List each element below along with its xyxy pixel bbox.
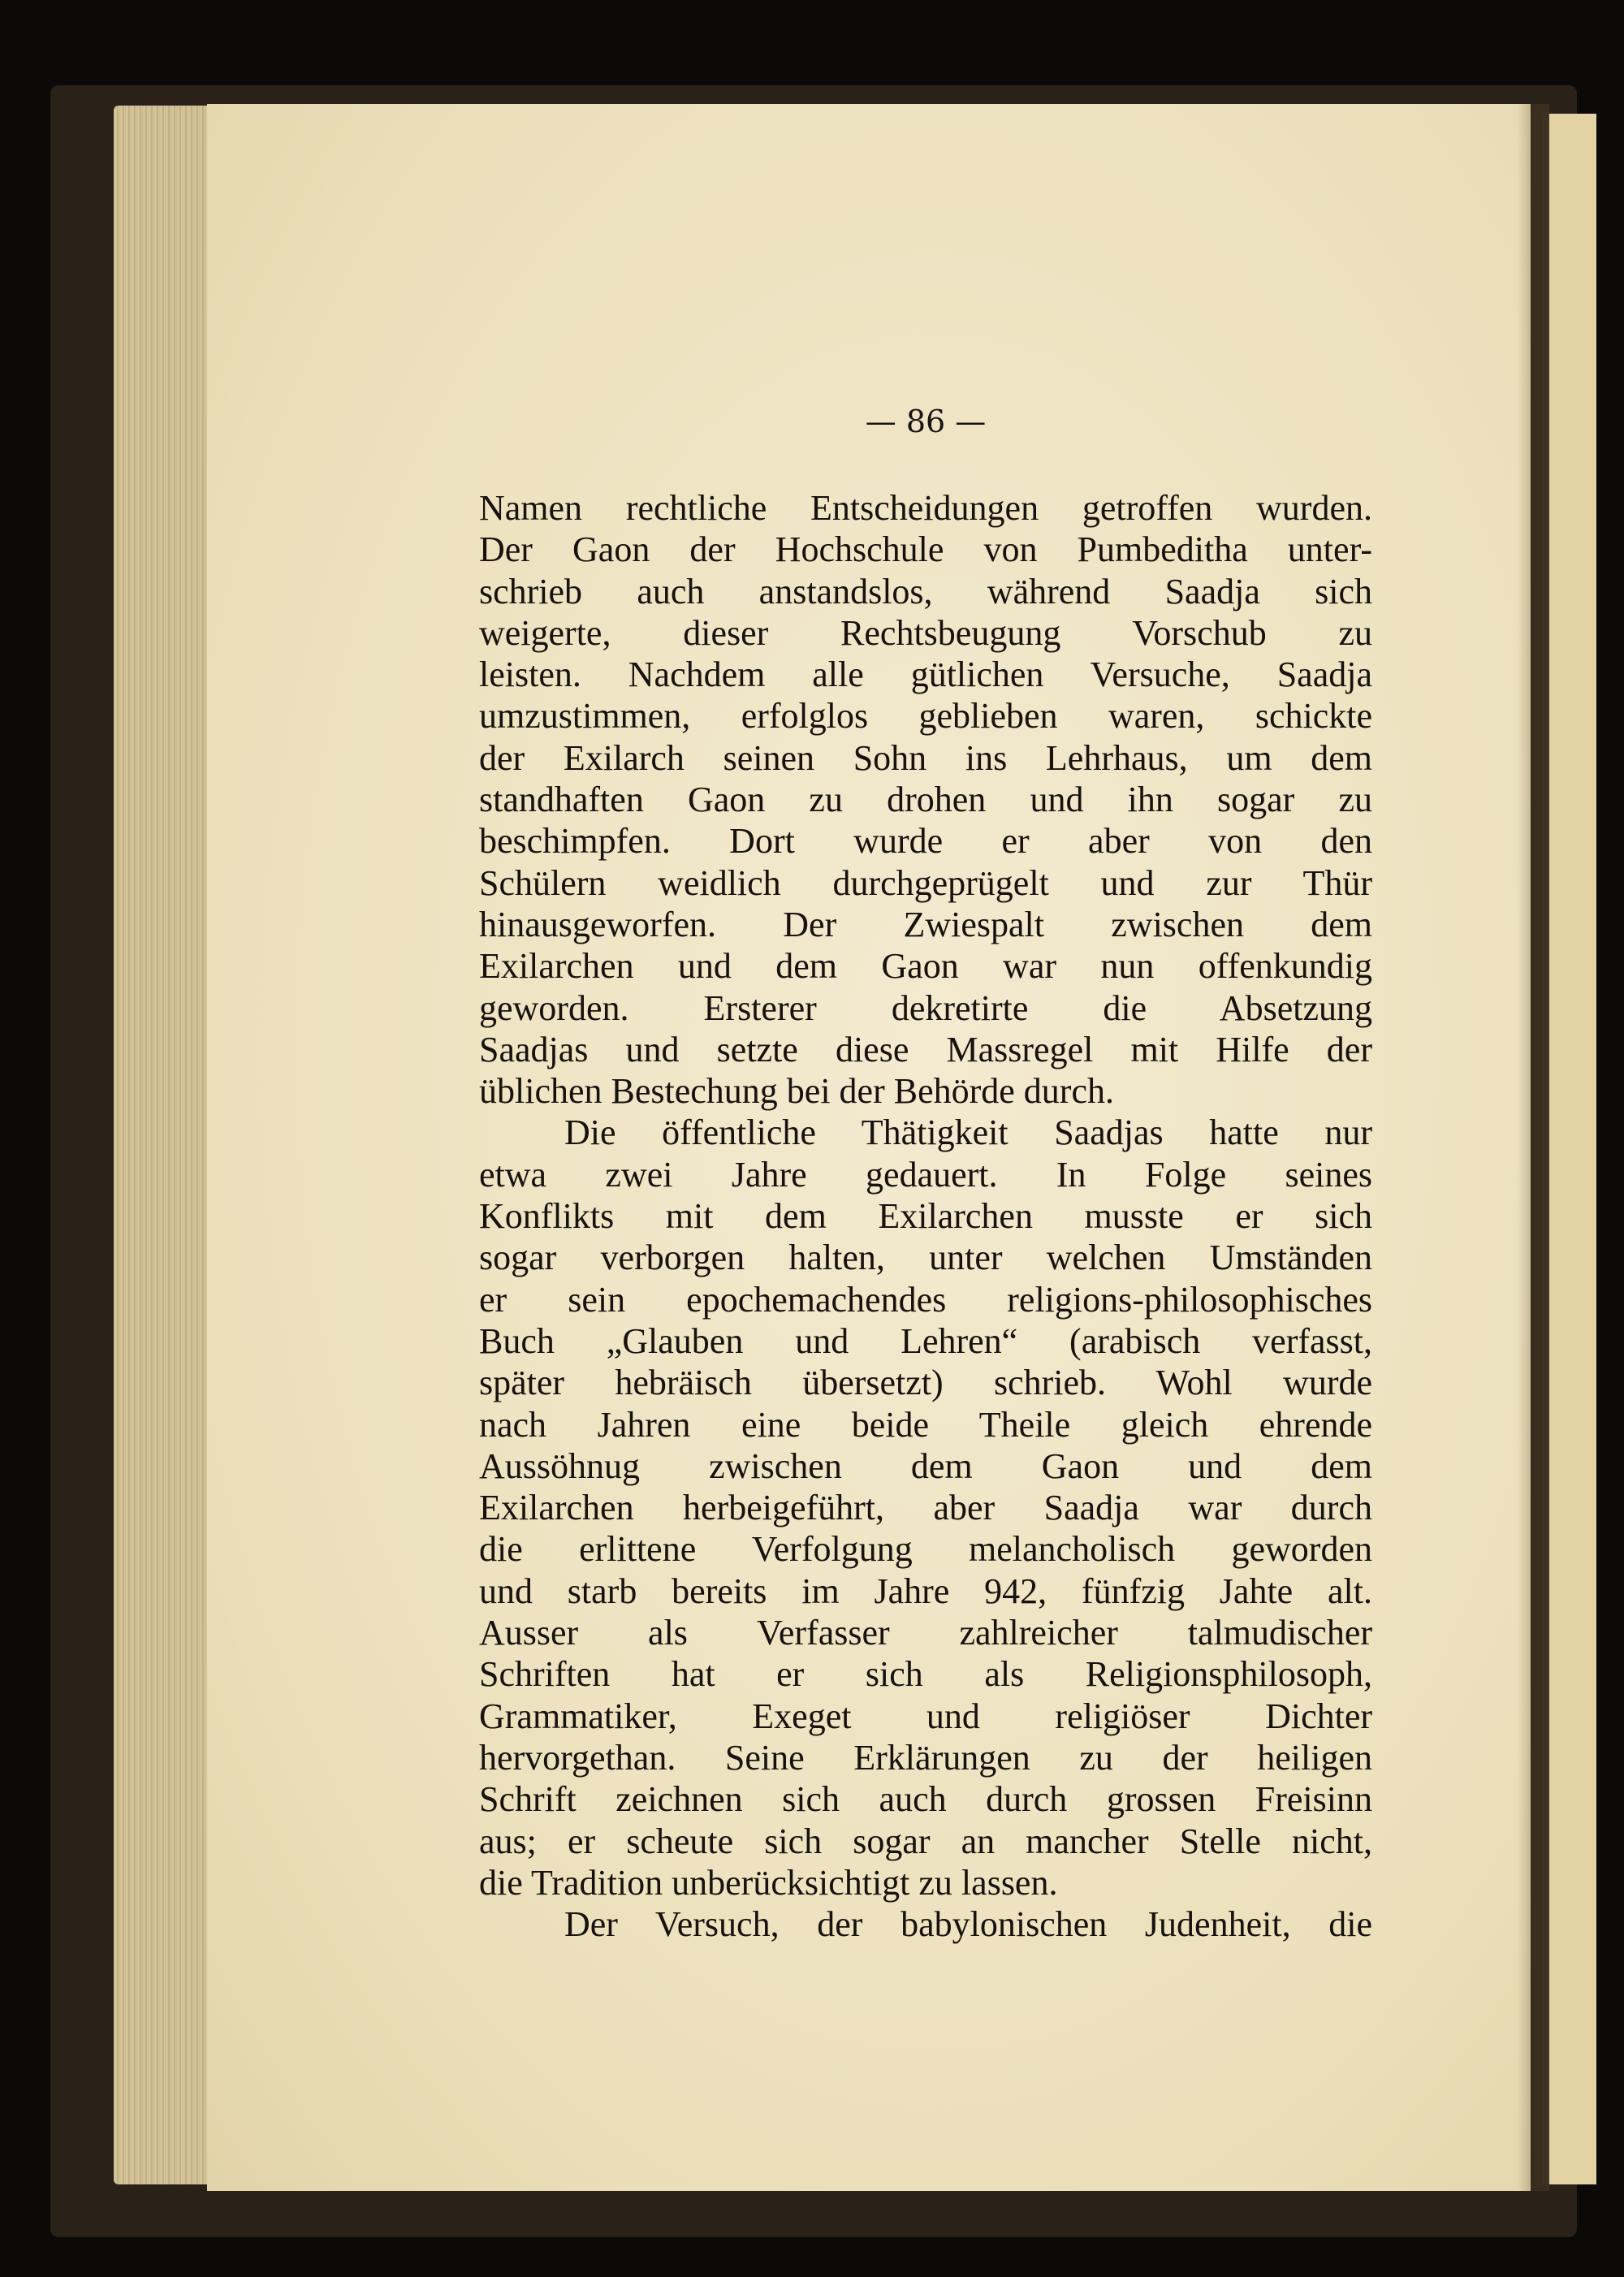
text-line: Aussöhnug zwischen dem Gaon und dem [479, 1445, 1372, 1486]
page-edges [114, 106, 219, 2184]
text-line: Namen rechtliche Entscheidungen getroffen wurden. [479, 488, 1372, 528]
text-line: Schülern weidlich durchgeprügelt und zur Thür [479, 862, 1372, 903]
text-line: leisten. Nachdem alle gütlichen Versuche, Saadja [479, 655, 1372, 695]
page-gutter [1517, 104, 1549, 2191]
text-line: später hebräisch übersetzt) schrieb. Wohl wurde [479, 1363, 1372, 1403]
text-line: üblichen Bestechung bei der Behörde durch. [479, 1071, 1114, 1112]
text-line: Konflikts mit dem Exilarchen musste er sich [479, 1196, 1372, 1237]
text-line: etwa zwei Jahre gedauert. In Folge seines [479, 1154, 1372, 1195]
text-line: Saadjas und setzte diese Massregel mit Hilfe der [479, 1029, 1372, 1069]
text-line: Exilarchen und dem Gaon war nun offenkundig [479, 946, 1372, 987]
text-line: schrieb auch anstandslos, während Saadja sich [479, 571, 1372, 611]
text-line: Die öffentliche Thätigkeit Saadjas hatte nur [564, 1113, 1372, 1153]
text-line: die Tradition unberücksichtigt zu lassen. [479, 1862, 1058, 1903]
text-line: Schriften hat er sich als Religionsphilosoph, [479, 1654, 1372, 1695]
text-line: nach Jahren eine beide Theile gleich ehrende [479, 1404, 1372, 1445]
text-line: Buch „Glauben und Lehren“ (arabisch verfasst, [479, 1320, 1372, 1361]
page-number: — 86 — [865, 404, 987, 439]
text-line: beschimpfen. Dort wurde er aber von den [479, 821, 1372, 862]
text-line: geworden. Ersterer dekretirte die Absetzung [479, 987, 1372, 1028]
text-line: die erlittene Verfolgung melancholisch geworden [479, 1529, 1372, 1570]
text-line: weigerte, dieser Rechtsbeugung Vorschub zu [479, 612, 1372, 653]
text-line: sogar verborgen halten, unter welchen Umständen [479, 1238, 1372, 1278]
text-line: Der Gaon der Hochschule von Pumbeditha unter- [479, 529, 1372, 570]
text-line: er sein epochemachendes religions-philosophisches [479, 1279, 1372, 1320]
text-line: umzustimmen, erfolglos geblieben waren, schickte [479, 696, 1372, 737]
text-line: der Exilarch seinen Sohn ins Lehrhaus, um dem [479, 737, 1372, 778]
text-line: und starb bereits im Jahre 942, fünfzig Jahte alt. [479, 1571, 1372, 1611]
text-line: Schrift zeichnen sich auch durch grossen Freisinn [479, 1779, 1372, 1820]
text-line: Grammatiker, Exeget und religiöser Dichter [479, 1696, 1372, 1736]
text-line: hervorgethan. Seine Erklärungen zu der heiligen [479, 1737, 1372, 1778]
text-line: standhaften Gaon zu drohen und ihn sogar zu [479, 780, 1372, 820]
text-line: aus; er scheute sich sogar an mancher Stelle nicht, [479, 1821, 1372, 1861]
next-page-edge [1543, 114, 1596, 2184]
text-line: hinausgeworfen. Der Zwiespalt zwischen dem [479, 904, 1372, 944]
text-line: Ausser als Verfasser zahlreicher talmudischer [479, 1613, 1372, 1653]
text-line: Exilarchen herbeigeführt, aber Saadja war durch [479, 1488, 1372, 1528]
body-text [479, 487, 1372, 1945]
text-line: Der Versuch, der babylonischen Judenheit, die [564, 1904, 1372, 1945]
